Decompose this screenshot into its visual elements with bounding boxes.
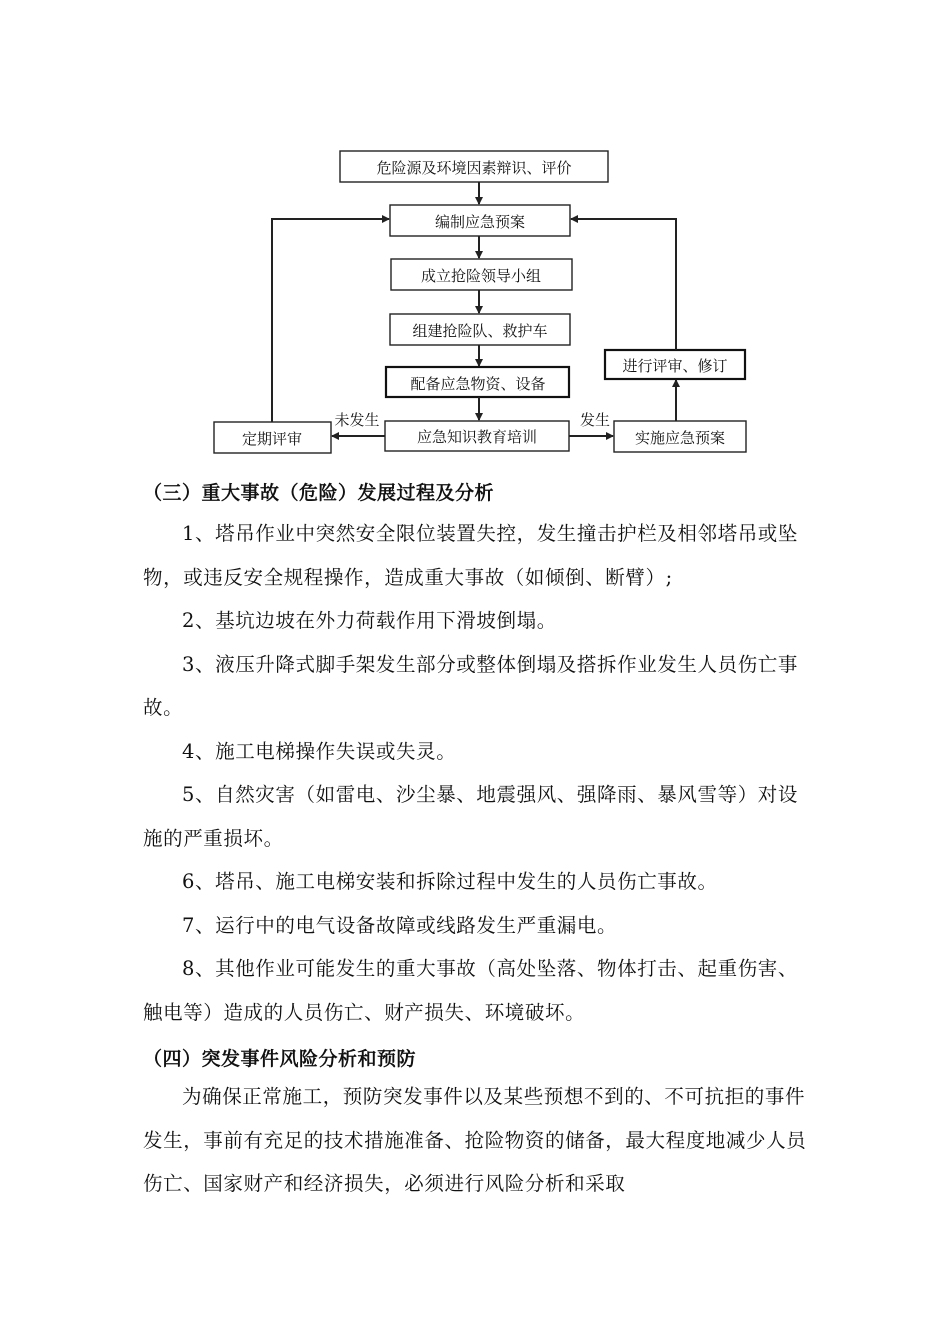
node-implement-plan: 实施应急预案	[634, 429, 726, 447]
accident-item-4: 4、施工电梯操作失误或失灵。	[182, 739, 457, 763]
node-training: 应急知识教育培训	[416, 428, 538, 446]
node-prepare-plan: 编制应急预案	[434, 213, 526, 231]
section-4-body	[143, 1075, 808, 1206]
risk-analysis-paragraph: 为确保正常施工，预防突发事件以及某些预想不到的、不可抗拒的事件发生，事前有充足的技术措施准备、抢险物资的储备，最大程度地减少人员伤亡、国家财产和经济损失，必须进行风险分析和采取	[143, 1085, 807, 1195]
arrow-periodic-review-to-plan	[272, 219, 389, 422]
node-materials: 配备应急物资、设备	[410, 375, 546, 393]
accident-item-6: 6、塔吊、施工电梯安装和拆除过程中发生的人员伤亡事故。	[182, 870, 718, 893]
node-rescue-team: 组建抢险队、救护车	[412, 322, 548, 340]
edge-label-occurred: 发生	[579, 411, 611, 429]
emergency-plan-flowchart	[0, 0, 950, 470]
accident-item-1: 1、塔吊作业中突然安全限位装置失控，发生撞击护栏及相邻塔吊或坠物，或违反安全规程操作，造成重大事故（如倾倒、断臂）;	[143, 522, 799, 589]
section-3-heading: （三）重大事故（危险）发展过程及分析	[143, 482, 495, 504]
accident-item-8: 8、其他作业可能发生的重大事故（高处坠落、物体打击、起重伤害、触电等）造成的人员伤亡、财产损失、环境破坏。	[143, 957, 799, 1024]
accident-item-3: 3、液压升降式脚手架发生部分或整体倒塌及搭拆作业发生人员伤亡事故。	[143, 652, 799, 719]
node-leading-group: 成立抢险领导小组	[420, 267, 542, 285]
node-hazard-identification: 危险源及环境因素辩识、评价	[376, 159, 572, 177]
section-3-body	[143, 512, 808, 1034]
node-periodic-review: 定期评审	[241, 430, 303, 448]
accident-item-5: 5、自然灾害（如雷电、沙尘暴、地震强风、强降雨、暴风雪等）对设施的严重损坏。	[143, 783, 799, 850]
section-4-heading: （四）突发事件风险分析和预防	[143, 1048, 417, 1070]
node-review-revise: 进行评审、修订	[622, 357, 728, 375]
accident-item-2: 2、基坑边坡在外力荷载作用下滑坡倒塌。	[182, 609, 557, 632]
edge-label-not-occurred: 未发生	[334, 411, 380, 429]
accident-item-7: 7、运行中的电气设备故障或线路发生严重漏电。	[182, 913, 618, 937]
arrow-review-to-plan	[571, 219, 676, 350]
